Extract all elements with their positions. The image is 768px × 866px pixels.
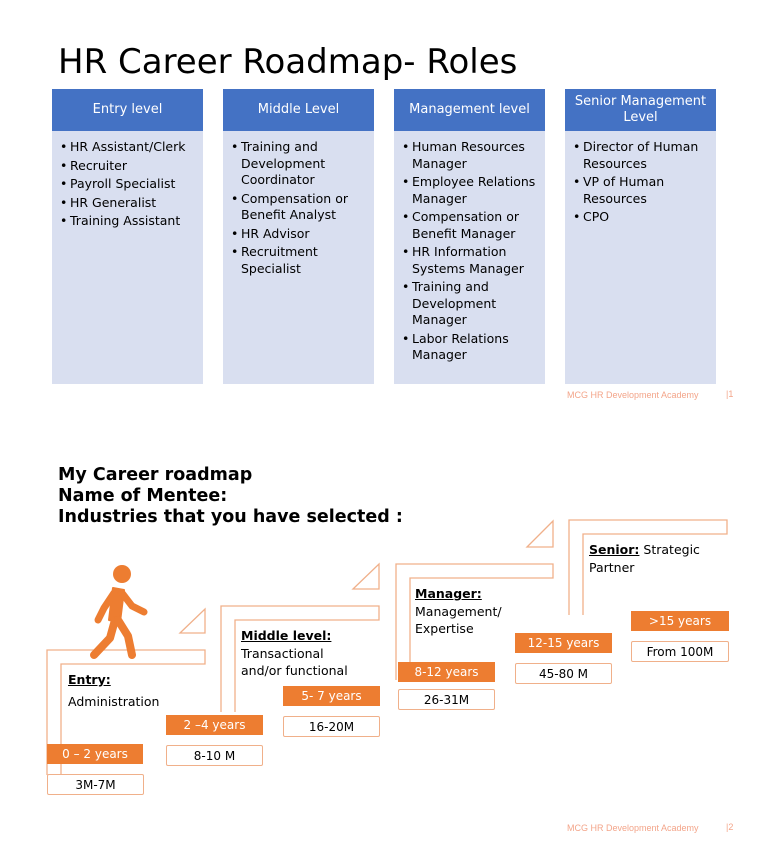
slide2-page-number: |2 bbox=[726, 822, 734, 832]
slide2-footer: MCG HR Development Academy bbox=[567, 823, 699, 833]
years-badge: 2 –4 years bbox=[166, 715, 263, 735]
column-heading: Entry level bbox=[92, 102, 163, 117]
slide1-page-number: |1 bbox=[726, 389, 734, 399]
list-item: • Training and Development Coordinator bbox=[231, 139, 368, 189]
salary-box: 16-20M bbox=[283, 716, 380, 737]
salary-box: 45-80 M bbox=[515, 663, 612, 684]
list-item: • VP of Human Resources bbox=[573, 174, 710, 207]
stair-riser-triangle bbox=[527, 521, 553, 547]
list-item: • Recruitment Specialist bbox=[231, 244, 368, 277]
years-badge: 0 – 2 years bbox=[47, 744, 143, 764]
salary-box: 26-31M bbox=[398, 689, 495, 710]
list-item: • Compensation or Benefit Analyst bbox=[231, 191, 368, 224]
list-item: • Director of Human Resources bbox=[573, 139, 710, 172]
column-heading: Management level bbox=[409, 102, 530, 117]
level-name: Senior: bbox=[589, 542, 640, 557]
mentee-name-label: Name of Mentee: bbox=[58, 486, 228, 506]
years-badge: 12-15 years bbox=[515, 633, 612, 653]
level-desc-manager-1: Management/ bbox=[415, 604, 502, 619]
column-heading: Senior Management Level bbox=[574, 94, 707, 125]
salary-box: 3M-7M bbox=[47, 774, 144, 795]
list-item: • HR Assistant/Clerk bbox=[60, 139, 197, 156]
list-item: • HR Advisor bbox=[231, 226, 368, 243]
level-name: Entry: bbox=[68, 672, 111, 687]
list-item: • Employee Relations Manager bbox=[402, 174, 539, 207]
level-desc-middle-1: Transactional bbox=[241, 646, 324, 661]
list-item: • Payroll Specialist bbox=[60, 176, 197, 193]
level-name: Manager: bbox=[415, 586, 482, 601]
walking-person-icon bbox=[80, 560, 152, 660]
salary-box: 8-10 M bbox=[166, 745, 263, 766]
list-item: • Compensation or Benefit Manager bbox=[402, 209, 539, 242]
roadmap-heading: My Career roadmap bbox=[58, 465, 253, 485]
industries-label: Industries that you have selected : bbox=[58, 507, 403, 527]
list-item: • Human Resources Manager bbox=[402, 139, 539, 172]
slide1-title: HR Career Roadmap- Roles bbox=[58, 42, 518, 82]
list-item: • HR Information Systems Manager bbox=[402, 244, 539, 277]
stair-riser-triangle bbox=[353, 564, 379, 589]
column-heading: Middle Level bbox=[257, 102, 340, 117]
years-badge: 8-12 years bbox=[398, 662, 495, 682]
list-item: • CPO bbox=[573, 209, 710, 226]
level-label-middle bbox=[241, 627, 331, 644]
salary-box: From 100M bbox=[631, 641, 729, 662]
list-item: • Labor Relations Manager bbox=[402, 331, 539, 364]
slide1-footer: MCG HR Development Academy bbox=[567, 390, 699, 400]
level-desc-middle-2: and/or functional bbox=[241, 663, 348, 678]
level-name: Middle level: bbox=[241, 628, 332, 643]
level-label-manager bbox=[415, 585, 482, 602]
level-desc-senior-1: Strategic bbox=[643, 542, 700, 557]
years-badge: 5- 7 years bbox=[283, 686, 380, 706]
level-desc-manager-2: Expertise bbox=[415, 621, 474, 636]
list-item: • HR Generalist bbox=[60, 195, 197, 212]
list-item: • Training and Development Manager bbox=[402, 279, 539, 329]
stair-riser-triangle bbox=[180, 609, 205, 633]
years-badge: >15 years bbox=[631, 611, 729, 631]
level-label-senior bbox=[589, 541, 700, 558]
list-item: • Recruiter bbox=[60, 158, 197, 175]
list-item: • Training Assistant bbox=[60, 213, 197, 230]
level-desc-entry: Administration bbox=[68, 694, 160, 709]
level-desc-senior-2: Partner bbox=[589, 560, 635, 575]
level-label-entry bbox=[68, 671, 111, 688]
